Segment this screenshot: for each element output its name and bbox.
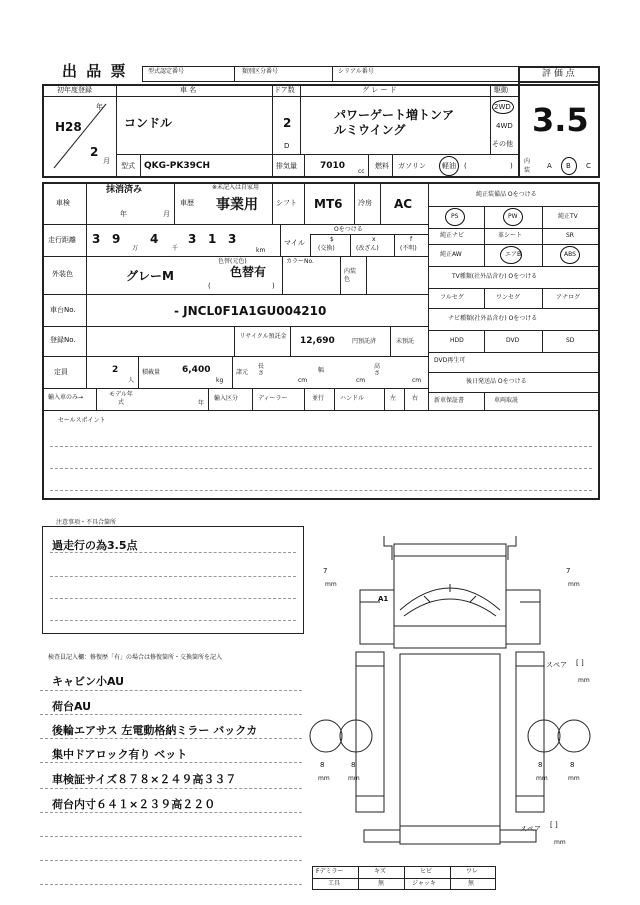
navi-dvd: DVD — [506, 337, 520, 344]
legend-h2: キズ — [374, 868, 386, 875]
repaint-label: 色替(元色) — [218, 258, 247, 265]
odo-opt1-label: (交換) — [318, 245, 335, 252]
fuel-gasoline: ガソリン — [398, 162, 426, 170]
dims-height: 高さ — [374, 363, 381, 377]
year-unit: 年 — [96, 103, 103, 111]
legend-v4: 無 — [468, 880, 475, 887]
first-reg-month: 2 — [90, 145, 99, 159]
dims-label: 諸元 — [236, 369, 249, 376]
drive-2wd: 2WD — [494, 103, 511, 111]
mileage-unit: km — [256, 247, 266, 254]
shift-label: シフト — [276, 199, 297, 207]
caution-line: 過走行の為3.5点 — [52, 539, 138, 552]
recycle-unpaid: 未預託 — [396, 338, 415, 345]
mileage-sen: 千 — [172, 245, 179, 252]
caution-label: 注意事項・不具合箇所 — [56, 519, 117, 526]
tv-fullseg: フルセグ — [440, 294, 464, 301]
odo-opt1-mark: $ — [330, 236, 334, 243]
legend-v1: 工具 — [328, 880, 341, 887]
note-line-5: 車検証サイズ８７８×２４９高３３７ — [52, 773, 237, 786]
category-label: 類別区分番号 — [242, 68, 279, 75]
sales-point-label: セールスポイント — [58, 417, 106, 424]
tread-rr1-unit: mm — [536, 775, 548, 782]
handle-left: 左 — [390, 395, 397, 402]
model-year-unit: 年 — [198, 400, 205, 407]
equip-pw-circle — [503, 208, 523, 226]
spare-paren-1: [ ] — [576, 659, 584, 667]
model-type-label: 型式 — [121, 162, 135, 170]
equip-pw: PW — [508, 213, 518, 220]
note-line-4: 集中ドアロック有り ベット — [52, 748, 188, 761]
recycle-paid: 円預託済 — [352, 338, 377, 345]
exterior-label: 外装色 — [52, 270, 73, 278]
first-reg-year: H28 — [55, 120, 82, 134]
legend-v3: ジャッキ — [412, 880, 436, 887]
history-note: ※未記入は自家用 — [212, 184, 260, 191]
first-reg-label: 初年度登録 — [57, 86, 92, 94]
spare-unit-2: mm — [554, 839, 566, 846]
fuel-diesel: 軽油 — [442, 162, 456, 170]
equip-title: 純正装備品 Oをつける — [476, 191, 537, 198]
mileage-man: 万 — [132, 245, 139, 252]
tread-rr2-unit: mm — [568, 775, 580, 782]
model-year-label: モデル年式 — [109, 391, 133, 406]
capacity-value: 2 — [112, 365, 119, 375]
interior-b-circle — [561, 157, 577, 175]
interior-label: 内装 — [524, 158, 531, 174]
score-value: 3.5 — [532, 101, 589, 139]
spare-label-1: スペア — [546, 661, 567, 669]
navi-title: ナビ種類(社外品含む) Oをつける — [448, 315, 538, 322]
equip-ps-circle — [445, 208, 465, 226]
mile-label: マイル — [284, 239, 305, 247]
tread-rl1: 8 — [320, 761, 325, 769]
drive-label: 駆動 — [494, 86, 508, 94]
dims-height-unit: cm — [412, 377, 422, 384]
later-warranty: 新車保証書 — [434, 397, 465, 404]
legend-v2: 無 — [378, 880, 385, 887]
tread-rl2: 8 — [351, 761, 356, 769]
later-title: 後日発送品 Oをつける — [466, 378, 527, 385]
score-label: 評 価 点 — [542, 69, 575, 79]
tread-fr-unit: mm — [568, 581, 580, 588]
drive-2wd-circle — [492, 100, 514, 114]
exterior-value: グレーM — [126, 269, 174, 283]
odo-circle-note: Oをつける — [334, 226, 363, 233]
tread-rr1: 8 — [538, 761, 543, 769]
car-name-label: 車 名 — [180, 86, 197, 94]
inspection-label: 車検 — [56, 199, 70, 207]
history-label: 車歴 — [180, 199, 194, 207]
spare-paren-2: [ ] — [550, 821, 558, 829]
drive-4wd: 4WD — [496, 122, 513, 130]
inspection-year-unit: 年 — [120, 210, 127, 218]
interior-a: A — [547, 162, 552, 170]
equip-abs: ABS — [564, 251, 576, 258]
displacement-unit: cc — [358, 168, 365, 175]
import-type-label: 輸入区分 — [214, 395, 239, 402]
odo-opt3-mark: f — [410, 236, 413, 243]
fuel-diesel-circle — [439, 156, 459, 176]
navi-sd: SD — [566, 337, 575, 344]
drive-other: その他 — [492, 140, 513, 148]
equip-ps: PS — [451, 213, 459, 220]
tread-fl: 7 — [323, 567, 328, 575]
grade-line2: ルミウイング — [334, 123, 406, 137]
tread-rl1-unit: mm — [318, 775, 330, 782]
load-label: 積載量 — [142, 369, 161, 376]
equip-airbag-circle — [500, 246, 522, 264]
import-label: 輸入車のみ→ — [48, 394, 84, 401]
odo-opt2-mark: x — [372, 236, 376, 243]
reg-no-label: 登録No. — [50, 336, 76, 344]
damage-code-a1: A1 — [378, 595, 389, 603]
dealer-label: ディーラー — [258, 395, 288, 402]
parallel-label: 並行 — [312, 395, 325, 402]
interior-b: B — [566, 162, 571, 170]
load-unit: kg — [216, 377, 224, 384]
equip-tv: 純正TV — [558, 213, 578, 220]
repaint-value: 色替有 — [230, 265, 267, 279]
chassis-label: 車台No. — [50, 306, 76, 314]
inspection-month-unit: 月 — [163, 210, 170, 218]
fuel-other-close: ) — [510, 162, 513, 170]
navi-hdd: HDD — [450, 337, 464, 344]
legend-h3: ヒビ — [420, 868, 433, 875]
repaint-paren-open: ( — [208, 282, 211, 290]
model-type-value: QKG-PK39CH — [144, 161, 210, 171]
recycle-value: 12,690 — [300, 336, 335, 346]
legend-h4: ワレ — [466, 868, 479, 875]
ac-value: AC — [394, 197, 413, 211]
equip-leather: 革シート — [498, 232, 523, 239]
grade-label: グ レ ー ド — [362, 86, 397, 94]
displacement-label: 排気量 — [276, 162, 297, 170]
tread-fl-unit: mm — [325, 581, 337, 588]
repaint-paren-close: ) — [272, 282, 275, 290]
month-unit: 月 — [103, 157, 110, 165]
car-name: コンドル — [124, 116, 173, 130]
tread-fr: 7 — [566, 567, 571, 575]
mileage-d6: 3 — [228, 232, 237, 246]
interior-color-label: 内装色 — [344, 268, 357, 283]
dims-width: 幅 — [318, 367, 325, 374]
color-no-label: カラーNo. — [286, 258, 314, 265]
mileage-d5: 1 — [208, 232, 217, 246]
history-value: 事業用 — [216, 197, 258, 213]
note-line-6: 荷台内寸６４１×２３９高２２０ — [52, 798, 216, 811]
mileage-d2: 9 — [112, 232, 121, 246]
load-value: 6,400 — [182, 365, 211, 375]
spare-unit-1: mm — [578, 677, 590, 684]
equip-abs-circle — [560, 246, 580, 264]
interior-c: C — [586, 162, 591, 170]
mileage-d1: 3 — [92, 232, 101, 246]
spare-label-2: スペア — [520, 825, 541, 833]
tread-rl2-unit: mm — [348, 775, 360, 782]
odo-opt2-label: (改ざん) — [356, 245, 379, 252]
handle-right: 右 — [412, 395, 419, 402]
truck-diagram — [304, 526, 600, 866]
fuel-other-open: ( — [464, 162, 467, 170]
capacity-label: 定員 — [54, 368, 68, 376]
mileage-d4: 3 — [188, 232, 197, 246]
legend-h1: Fデミラー — [316, 868, 344, 875]
sheet-title: 出 品 票 — [62, 62, 128, 80]
tv-title: TV種類(社外品含む) Oをつける — [452, 273, 538, 280]
tv-analog: アナログ — [556, 294, 581, 301]
handle-label: ハンドル — [340, 395, 365, 402]
ac-label: 冷房 — [358, 199, 372, 207]
inspector-label: 検査員記入欄：修復歴「有」の場合は修復箇所・交換箇所を記入 — [48, 654, 223, 661]
note-line-1: キャビン小AU — [52, 675, 125, 688]
serial-label: シリアル番号 — [338, 68, 374, 75]
shift-value: MT6 — [314, 197, 343, 211]
doors-label: ドア数 — [274, 86, 295, 94]
grade-line1: パワーゲート増トンア — [334, 108, 455, 122]
equip-aw: 純正AW — [440, 251, 462, 258]
dvd-playback: DVD再生可 — [434, 357, 466, 364]
tv-oneseg: ワンセグ — [496, 294, 521, 301]
odo-opt3-label: (不明) — [400, 245, 417, 252]
fuel-label: 燃料 — [375, 162, 389, 170]
equip-sr: SR — [566, 232, 574, 239]
model-cert-label: 型式認定番号 — [148, 68, 185, 75]
dims-width-unit: cm — [356, 377, 366, 384]
mileage-label: 走行距離 — [48, 236, 76, 244]
equip-navi: 純正ナビ — [440, 232, 465, 239]
dims-length-unit: cm — [298, 377, 308, 384]
later-manual: 車両取説 — [494, 397, 519, 404]
note-line-3: 後輪エアサス 左電動格納ミラー バックカ — [52, 724, 258, 737]
doors-value: 2 — [283, 116, 292, 130]
note-line-2: 荷台AU — [52, 700, 92, 713]
tread-rr2: 8 — [570, 761, 575, 769]
recycle-label: リサイクル預託金 — [239, 333, 287, 340]
dims-length: 長さ — [258, 363, 265, 377]
mileage-d3: 4 — [150, 232, 159, 246]
inspection-value: 抹消済み — [106, 185, 143, 195]
doors-unit: D — [284, 142, 290, 150]
equip-airbag: エアB — [505, 251, 522, 258]
chassis-value: - JNCL0F1A1GU004210 — [174, 304, 327, 318]
capacity-unit: 人 — [128, 377, 135, 384]
displacement-value: 7010 — [320, 161, 346, 171]
